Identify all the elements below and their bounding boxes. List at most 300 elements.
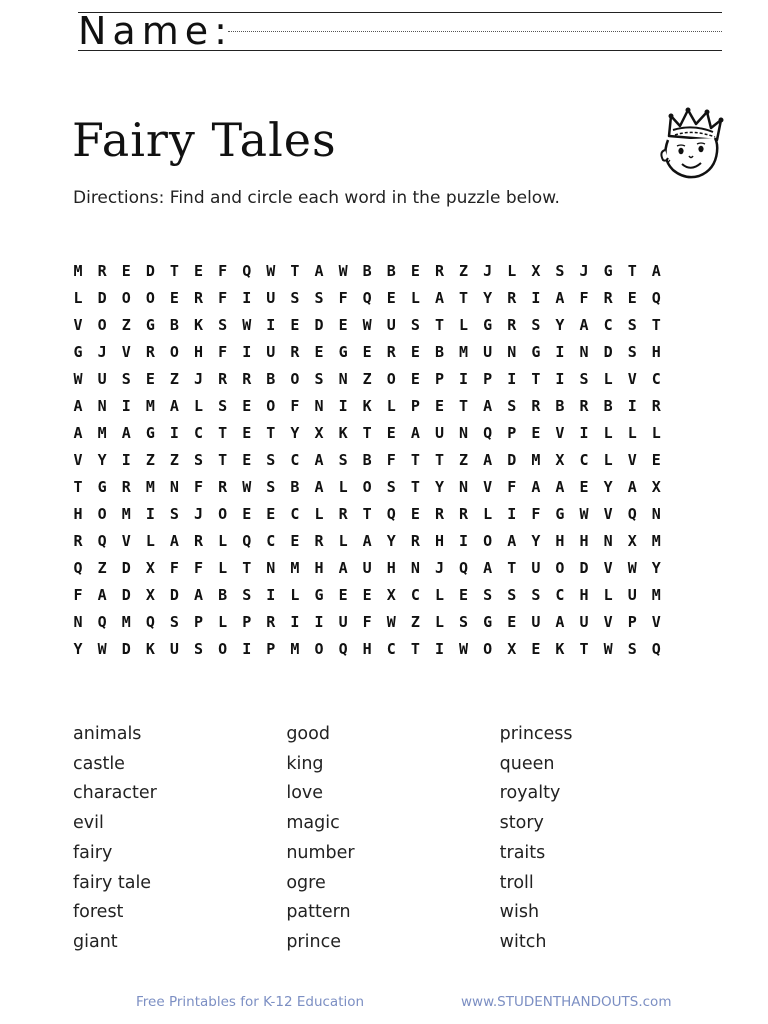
puzzle-letter[interactable]: R — [434, 505, 444, 523]
puzzle-letter[interactable]: J — [194, 505, 204, 523]
puzzle-letter[interactable]: B — [362, 262, 372, 280]
puzzle-letter[interactable]: Y — [97, 451, 107, 469]
puzzle-letter[interactable]: M — [145, 397, 155, 415]
puzzle-letter[interactable]: O — [314, 640, 324, 658]
puzzle-letter[interactable]: A — [338, 559, 348, 577]
puzzle-letter[interactable]: L — [145, 532, 155, 550]
puzzle-letter[interactable]: G — [603, 262, 613, 280]
puzzle-letter[interactable]: S — [242, 586, 252, 604]
puzzle-letter[interactable]: W — [73, 370, 83, 388]
puzzle-letter[interactable]: U — [434, 424, 444, 442]
puzzle-letter[interactable]: Z — [97, 559, 107, 577]
puzzle-letter[interactable]: N — [73, 613, 83, 631]
puzzle-letter[interactable]: T — [627, 262, 637, 280]
puzzle-letter[interactable]: B — [362, 451, 372, 469]
puzzle-letter[interactable]: M — [121, 613, 131, 631]
puzzle-letter[interactable]: F — [73, 586, 83, 604]
puzzle-letter[interactable]: N — [459, 478, 469, 496]
puzzle-letter[interactable]: U — [266, 289, 276, 307]
puzzle-letter[interactable]: H — [194, 343, 204, 361]
puzzle-letter[interactable]: D — [97, 289, 107, 307]
puzzle-letter[interactable]: U — [531, 559, 541, 577]
puzzle-letter[interactable]: E — [314, 343, 324, 361]
puzzle-letter[interactable]: X — [145, 559, 155, 577]
puzzle-letter[interactable]: C — [555, 586, 565, 604]
puzzle-letter[interactable]: T — [531, 370, 541, 388]
puzzle-letter[interactable]: E — [651, 451, 661, 469]
puzzle-letter[interactable]: I — [507, 370, 517, 388]
puzzle-letter[interactable]: T — [218, 451, 228, 469]
puzzle-letter[interactable]: B — [290, 478, 300, 496]
puzzle-letter[interactable]: K — [194, 316, 204, 334]
puzzle-letter[interactable]: S — [531, 586, 541, 604]
puzzle-letter[interactable]: M — [459, 343, 469, 361]
puzzle-letter[interactable]: K — [145, 640, 155, 658]
puzzle-letter[interactable]: L — [410, 289, 420, 307]
puzzle-letter[interactable]: C — [290, 451, 300, 469]
puzzle-letter[interactable]: N — [459, 424, 469, 442]
puzzle-letter[interactable]: P — [266, 640, 276, 658]
puzzle-letter[interactable]: V — [555, 424, 565, 442]
puzzle-letter[interactable]: S — [459, 613, 469, 631]
puzzle-letter[interactable]: E — [531, 640, 541, 658]
puzzle-letter[interactable]: V — [627, 370, 637, 388]
puzzle-letter[interactable]: Q — [97, 613, 107, 631]
puzzle-letter[interactable]: C — [651, 370, 661, 388]
puzzle-letter[interactable]: G — [338, 343, 348, 361]
puzzle-letter[interactable]: L — [338, 478, 348, 496]
puzzle-letter[interactable]: S — [507, 397, 517, 415]
puzzle-letter[interactable]: L — [218, 559, 228, 577]
puzzle-letter[interactable]: L — [218, 532, 228, 550]
puzzle-letter[interactable]: N — [97, 397, 107, 415]
puzzle-letter[interactable]: O — [266, 397, 276, 415]
puzzle-letter[interactable]: I — [338, 397, 348, 415]
puzzle-letter[interactable]: U — [362, 559, 372, 577]
puzzle-letter[interactable]: R — [73, 532, 83, 550]
puzzle-letter[interactable]: M — [651, 532, 661, 550]
puzzle-letter[interactable]: I — [242, 289, 252, 307]
puzzle-letter[interactable]: E — [627, 289, 637, 307]
puzzle-letter[interactable]: I — [459, 370, 469, 388]
puzzle-letter[interactable]: L — [386, 397, 396, 415]
puzzle-letter[interactable]: A — [579, 316, 589, 334]
puzzle-letter[interactable]: S — [555, 262, 565, 280]
puzzle-letter[interactable]: H — [362, 640, 372, 658]
puzzle-letter[interactable]: W — [459, 640, 469, 658]
puzzle-letter[interactable]: R — [434, 262, 444, 280]
puzzle-letter[interactable]: L — [218, 613, 228, 631]
puzzle-letter[interactable]: T — [410, 640, 420, 658]
puzzle-letter[interactable]: G — [483, 316, 493, 334]
puzzle-letter[interactable]: B — [169, 316, 179, 334]
puzzle-letter[interactable]: I — [314, 613, 324, 631]
puzzle-letter[interactable]: L — [434, 613, 444, 631]
puzzle-letter[interactable]: S — [290, 289, 300, 307]
puzzle-letter[interactable]: U — [627, 586, 637, 604]
puzzle-letter[interactable]: E — [169, 289, 179, 307]
puzzle-letter[interactable]: G — [314, 586, 324, 604]
puzzle-letter[interactable]: P — [434, 370, 444, 388]
puzzle-letter[interactable]: E — [459, 586, 469, 604]
puzzle-letter[interactable]: J — [194, 370, 204, 388]
puzzle-letter[interactable]: D — [314, 316, 324, 334]
puzzle-letter[interactable]: F — [218, 289, 228, 307]
puzzle-letter[interactable]: S — [169, 613, 179, 631]
puzzle-letter[interactable]: Q — [242, 262, 252, 280]
puzzle-letter[interactable]: R — [410, 532, 420, 550]
puzzle-letter[interactable]: Q — [459, 559, 469, 577]
puzzle-letter[interactable]: G — [531, 343, 541, 361]
puzzle-letter[interactable]: A — [555, 289, 565, 307]
puzzle-letter[interactable]: L — [314, 505, 324, 523]
puzzle-letter[interactable]: D — [507, 451, 517, 469]
puzzle-letter[interactable]: E — [242, 505, 252, 523]
puzzle-letter[interactable]: Z — [121, 316, 131, 334]
puzzle-letter[interactable]: Z — [169, 370, 179, 388]
puzzle-letter[interactable]: R — [531, 397, 541, 415]
puzzle-letter[interactable]: J — [434, 559, 444, 577]
puzzle-letter[interactable]: I — [434, 640, 444, 658]
puzzle-letter[interactable]: U — [386, 316, 396, 334]
puzzle-letter[interactable]: E — [338, 586, 348, 604]
puzzle-letter[interactable]: G — [145, 424, 155, 442]
puzzle-letter[interactable]: E — [121, 262, 131, 280]
puzzle-letter[interactable]: A — [555, 613, 565, 631]
puzzle-letter[interactable]: Y — [531, 532, 541, 550]
puzzle-letter[interactable]: R — [145, 343, 155, 361]
puzzle-letter[interactable]: F — [218, 343, 228, 361]
puzzle-letter[interactable]: T — [434, 451, 444, 469]
puzzle-letter[interactable]: H — [555, 532, 565, 550]
puzzle-letter[interactable]: R — [218, 478, 228, 496]
puzzle-letter[interactable]: N — [507, 343, 517, 361]
puzzle-letter[interactable]: S — [507, 586, 517, 604]
puzzle-letter[interactable]: E — [434, 397, 444, 415]
puzzle-letter[interactable]: L — [627, 424, 637, 442]
puzzle-letter[interactable]: X — [145, 586, 155, 604]
puzzle-letter[interactable]: T — [651, 316, 661, 334]
puzzle-letter[interactable]: G — [145, 316, 155, 334]
puzzle-letter[interactable]: J — [579, 262, 589, 280]
puzzle-letter[interactable]: T — [290, 262, 300, 280]
puzzle-letter[interactable]: U — [338, 613, 348, 631]
puzzle-letter[interactable]: O — [97, 505, 107, 523]
puzzle-letter[interactable]: A — [531, 478, 541, 496]
puzzle-letter[interactable]: S — [194, 451, 204, 469]
puzzle-letter[interactable]: Q — [145, 613, 155, 631]
puzzle-letter[interactable]: E — [410, 370, 420, 388]
puzzle-letter[interactable]: N — [410, 559, 420, 577]
puzzle-letter[interactable]: E — [338, 316, 348, 334]
puzzle-letter[interactable]: W — [242, 478, 252, 496]
puzzle-letter[interactable]: Y — [651, 559, 661, 577]
puzzle-letter[interactable]: Q — [627, 505, 637, 523]
puzzle-letter[interactable]: R — [579, 397, 589, 415]
puzzle-letter[interactable]: I — [121, 451, 131, 469]
puzzle-letter[interactable]: D — [145, 262, 155, 280]
puzzle-letter[interactable]: C — [603, 316, 613, 334]
puzzle-letter[interactable]: Z — [459, 262, 469, 280]
puzzle-letter[interactable]: A — [314, 262, 324, 280]
puzzle-letter[interactable]: S — [627, 343, 637, 361]
puzzle-letter[interactable]: M — [290, 640, 300, 658]
puzzle-letter[interactable]: E — [266, 505, 276, 523]
puzzle-letter[interactable]: O — [169, 343, 179, 361]
puzzle-letter[interactable]: K — [555, 640, 565, 658]
puzzle-letter[interactable]: P — [627, 613, 637, 631]
puzzle-letter[interactable]: A — [362, 532, 372, 550]
puzzle-letter[interactable]: E — [579, 478, 589, 496]
puzzle-letter[interactable]: H — [651, 343, 661, 361]
puzzle-letter[interactable]: T — [169, 262, 179, 280]
puzzle-letter[interactable]: L — [603, 370, 613, 388]
puzzle-letter[interactable]: A — [483, 451, 493, 469]
puzzle-letter[interactable]: V — [603, 559, 613, 577]
puzzle-letter[interactable]: D — [121, 586, 131, 604]
puzzle-letter[interactable]: C — [386, 640, 396, 658]
puzzle-letter[interactable]: O — [483, 532, 493, 550]
puzzle-letter[interactable]: K — [362, 397, 372, 415]
puzzle-letter[interactable]: B — [434, 343, 444, 361]
puzzle-letter[interactable]: W — [386, 613, 396, 631]
puzzle-letter[interactable]: I — [459, 532, 469, 550]
puzzle-letter[interactable]: P — [242, 613, 252, 631]
puzzle-letter[interactable]: Y — [290, 424, 300, 442]
puzzle-letter[interactable]: J — [483, 262, 493, 280]
puzzle-letter[interactable]: F — [531, 505, 541, 523]
puzzle-letter[interactable]: W — [338, 262, 348, 280]
puzzle-letter[interactable]: N — [314, 397, 324, 415]
puzzle-letter[interactable]: T — [459, 289, 469, 307]
puzzle-letter[interactable]: M — [651, 586, 661, 604]
puzzle-letter[interactable]: Y — [386, 532, 396, 550]
name-field[interactable] — [78, 4, 722, 54]
puzzle-letter[interactable]: L — [459, 316, 469, 334]
puzzle-letter[interactable]: X — [531, 262, 541, 280]
puzzle-letter[interactable]: I — [266, 316, 276, 334]
puzzle-letter[interactable]: A — [314, 451, 324, 469]
puzzle-letter[interactable]: X — [627, 532, 637, 550]
puzzle-letter[interactable]: O — [386, 370, 396, 388]
puzzle-letter[interactable]: E — [242, 424, 252, 442]
puzzle-letter[interactable]: S — [218, 397, 228, 415]
puzzle-letter[interactable]: X — [651, 478, 661, 496]
puzzle-letter[interactable]: O — [97, 316, 107, 334]
puzzle-letter[interactable]: I — [507, 505, 517, 523]
puzzle-letter[interactable]: Q — [386, 505, 396, 523]
puzzle-letter[interactable]: V — [627, 451, 637, 469]
puzzle-letter[interactable]: Q — [338, 640, 348, 658]
puzzle-letter[interactable]: Q — [651, 289, 661, 307]
puzzle-letter[interactable]: A — [194, 586, 204, 604]
puzzle-letter[interactable]: W — [362, 316, 372, 334]
puzzle-letter[interactable]: V — [603, 613, 613, 631]
puzzle-letter[interactable]: E — [290, 316, 300, 334]
puzzle-letter[interactable]: V — [651, 613, 661, 631]
puzzle-letter[interactable]: A — [434, 289, 444, 307]
puzzle-letter[interactable]: L — [290, 586, 300, 604]
puzzle-letter[interactable]: B — [266, 370, 276, 388]
puzzle-letter[interactable]: U — [266, 343, 276, 361]
puzzle-letter[interactable]: S — [483, 586, 493, 604]
puzzle-letter[interactable]: S — [386, 478, 396, 496]
puzzle-letter[interactable]: A — [73, 397, 83, 415]
puzzle-letter[interactable]: D — [579, 559, 589, 577]
puzzle-letter[interactable]: G — [97, 478, 107, 496]
puzzle-letter[interactable]: Q — [97, 532, 107, 550]
puzzle-letter[interactable]: G — [73, 343, 83, 361]
puzzle-letter[interactable]: J — [97, 343, 107, 361]
puzzle-letter[interactable]: M — [97, 424, 107, 442]
puzzle-letter[interactable]: H — [579, 586, 589, 604]
puzzle-letter[interactable]: L — [603, 424, 613, 442]
puzzle-letter[interactable]: S — [218, 316, 228, 334]
puzzle-letter[interactable]: Z — [459, 451, 469, 469]
puzzle-letter[interactable]: R — [218, 370, 228, 388]
puzzle-letter[interactable]: C — [266, 532, 276, 550]
puzzle-letter[interactable]: W — [627, 559, 637, 577]
puzzle-letter[interactable]: V — [483, 478, 493, 496]
puzzle-letter[interactable]: M — [121, 505, 131, 523]
puzzle-letter[interactable]: E — [362, 343, 372, 361]
puzzle-letter[interactable]: A — [73, 424, 83, 442]
puzzle-letter[interactable]: L — [434, 586, 444, 604]
puzzle-letter[interactable]: H — [314, 559, 324, 577]
puzzle-letter[interactable]: I — [531, 289, 541, 307]
puzzle-letter[interactable]: D — [603, 343, 613, 361]
puzzle-letter[interactable]: R — [507, 289, 517, 307]
puzzle-letter[interactable]: R — [121, 478, 131, 496]
puzzle-letter[interactable]: R — [603, 289, 613, 307]
puzzle-letter[interactable]: W — [242, 316, 252, 334]
puzzle-letter[interactable]: E — [386, 289, 396, 307]
puzzle-letter[interactable]: V — [73, 451, 83, 469]
puzzle-letter[interactable]: I — [555, 370, 565, 388]
puzzle-letter[interactable]: C — [410, 586, 420, 604]
puzzle-letter[interactable]: X — [507, 640, 517, 658]
puzzle-letter[interactable]: S — [627, 640, 637, 658]
puzzle-letter[interactable]: D — [169, 586, 179, 604]
puzzle-letter[interactable]: Z — [410, 613, 420, 631]
puzzle-letter[interactable]: E — [410, 343, 420, 361]
puzzle-letter[interactable]: W — [603, 640, 613, 658]
puzzle-letter[interactable]: I — [169, 424, 179, 442]
puzzle-letter[interactable]: A — [483, 397, 493, 415]
puzzle-letter[interactable]: V — [73, 316, 83, 334]
puzzle-letter[interactable]: E — [531, 424, 541, 442]
puzzle-letter[interactable]: N — [651, 505, 661, 523]
puzzle-letter[interactable]: R — [290, 343, 300, 361]
puzzle-letter[interactable]: G — [555, 505, 565, 523]
puzzle-letter[interactable]: U — [169, 640, 179, 658]
puzzle-letter[interactable]: S — [314, 370, 324, 388]
puzzle-letter[interactable]: Q — [362, 289, 372, 307]
puzzle-letter[interactable]: O — [218, 505, 228, 523]
puzzle-letter[interactable]: B — [603, 397, 613, 415]
puzzle-letter[interactable]: O — [218, 640, 228, 658]
puzzle-letter[interactable]: E — [145, 370, 155, 388]
puzzle-letter[interactable]: O — [555, 559, 565, 577]
puzzle-letter[interactable]: S — [410, 316, 420, 334]
puzzle-letter[interactable]: P — [507, 424, 517, 442]
puzzle-letter[interactable]: P — [483, 370, 493, 388]
puzzle-letter[interactable]: L — [651, 424, 661, 442]
puzzle-letter[interactable]: H — [434, 532, 444, 550]
puzzle-letter[interactable]: R — [242, 370, 252, 388]
puzzle-letter[interactable]: R — [507, 316, 517, 334]
puzzle-letter[interactable]: F — [169, 559, 179, 577]
puzzle-letter[interactable]: T — [242, 559, 252, 577]
puzzle-letter[interactable]: E — [194, 262, 204, 280]
puzzle-letter[interactable]: X — [314, 424, 324, 442]
puzzle-letter[interactable]: B — [386, 262, 396, 280]
puzzle-letter[interactable]: I — [266, 586, 276, 604]
footer-website-link[interactable]: www.STUDENTHANDOUTS.com — [461, 994, 672, 1010]
puzzle-letter[interactable]: A — [169, 397, 179, 415]
puzzle-letter[interactable]: W — [579, 505, 589, 523]
puzzle-letter[interactable]: Y — [483, 289, 493, 307]
puzzle-letter[interactable]: S — [266, 478, 276, 496]
puzzle-letter[interactable]: L — [603, 586, 613, 604]
puzzle-letter[interactable]: C — [290, 505, 300, 523]
puzzle-letter[interactable]: Y — [434, 478, 444, 496]
puzzle-letter[interactable]: M — [145, 478, 155, 496]
puzzle-letter[interactable]: P — [410, 397, 420, 415]
puzzle-letter[interactable]: E — [507, 613, 517, 631]
puzzle-letter[interactable]: V — [121, 532, 131, 550]
puzzle-letter[interactable]: W — [266, 262, 276, 280]
puzzle-letter[interactable]: F — [338, 289, 348, 307]
puzzle-letter[interactable]: I — [242, 640, 252, 658]
puzzle-letter[interactable]: T — [459, 397, 469, 415]
puzzle-letter[interactable]: G — [483, 613, 493, 631]
puzzle-letter[interactable]: A — [97, 586, 107, 604]
puzzle-letter[interactable]: H — [579, 532, 589, 550]
puzzle-letter[interactable]: F — [579, 289, 589, 307]
puzzle-letter[interactable]: A — [121, 424, 131, 442]
puzzle-letter[interactable]: D — [121, 640, 131, 658]
puzzle-letter[interactable]: Z — [169, 451, 179, 469]
puzzle-letter[interactable]: D — [121, 559, 131, 577]
puzzle-letter[interactable]: X — [555, 451, 565, 469]
puzzle-letter[interactable]: F — [218, 262, 228, 280]
puzzle-letter[interactable]: Z — [145, 451, 155, 469]
puzzle-letter[interactable]: L — [194, 397, 204, 415]
puzzle-letter[interactable]: E — [242, 451, 252, 469]
word-search-grid[interactable] — [66, 258, 668, 663]
puzzle-letter[interactable]: L — [603, 451, 613, 469]
puzzle-letter[interactable]: C — [194, 424, 204, 442]
puzzle-letter[interactable]: T — [579, 640, 589, 658]
puzzle-letter[interactable]: T — [362, 505, 372, 523]
puzzle-letter[interactable]: T — [507, 559, 517, 577]
puzzle-letter[interactable]: T — [362, 424, 372, 442]
puzzle-letter[interactable]: S — [194, 640, 204, 658]
puzzle-letter[interactable]: S — [338, 451, 348, 469]
puzzle-letter[interactable]: S — [579, 370, 589, 388]
puzzle-letter[interactable]: Y — [555, 316, 565, 334]
puzzle-letter[interactable]: I — [242, 343, 252, 361]
puzzle-letter[interactable]: I — [121, 397, 131, 415]
puzzle-letter[interactable]: T — [218, 424, 228, 442]
puzzle-letter[interactable]: L — [507, 262, 517, 280]
puzzle-letter[interactable]: O — [483, 640, 493, 658]
puzzle-letter[interactable]: W — [97, 640, 107, 658]
puzzle-letter[interactable]: N — [579, 343, 589, 361]
puzzle-letter[interactable]: C — [579, 451, 589, 469]
puzzle-letter[interactable]: R — [651, 397, 661, 415]
